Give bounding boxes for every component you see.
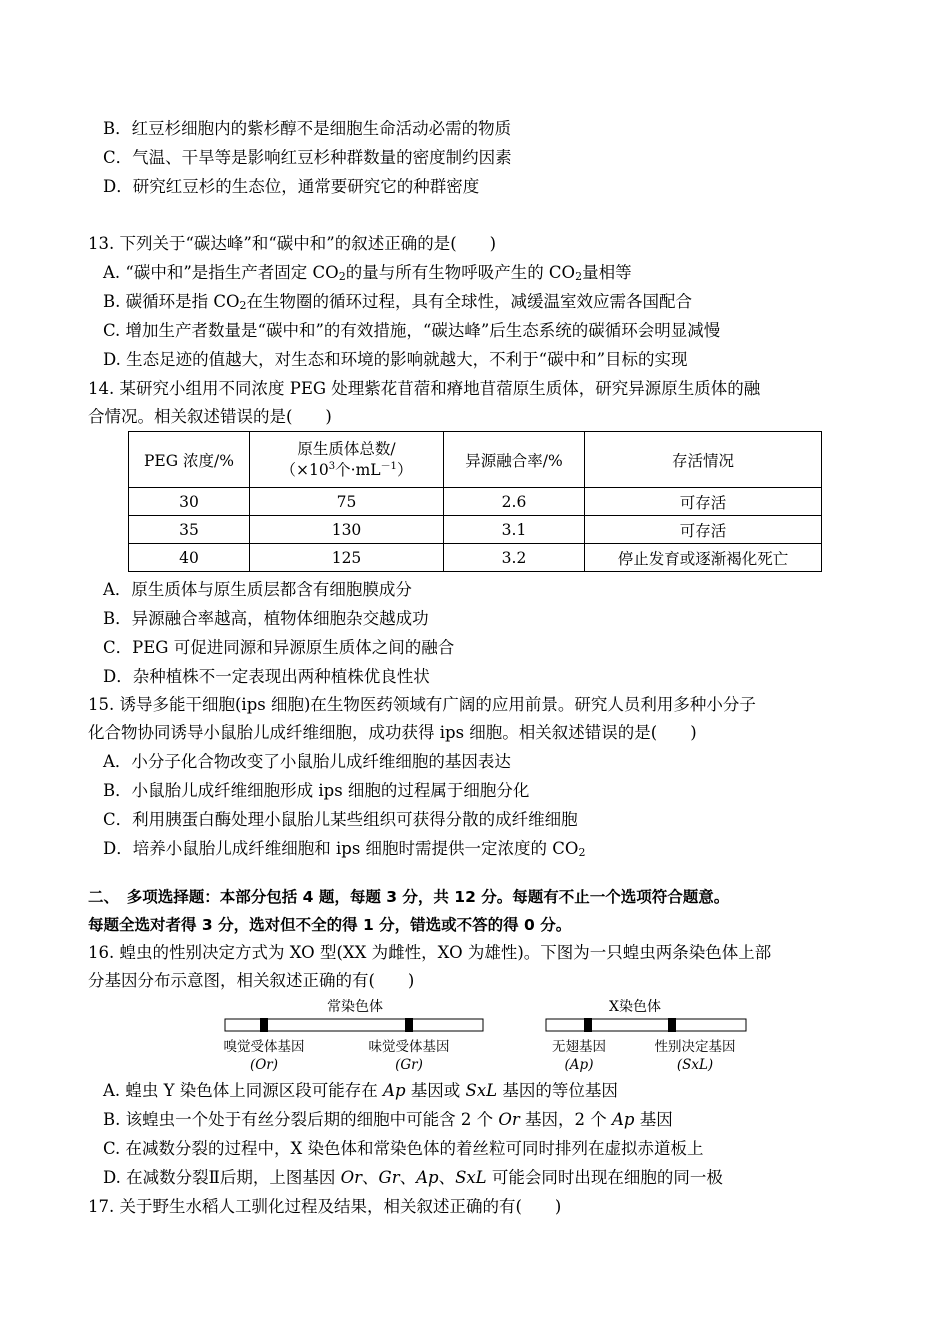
cell-survival: 可存活 (585, 488, 822, 516)
section2-heading-line2: 每题全选对者得 3 分，选对但不全的得 1 分，错选或不答的得 0 分。 (88, 916, 572, 934)
q16-option-a: A. 蝗虫 Y 染色体上同源区段可能存在 Ap 基因或 SxL 基因的等位基因 (103, 1081, 618, 1100)
q16-stem-line2: 分基因分布示意图，相关叙述正确的有( ) (88, 971, 415, 990)
table-header-row (129, 432, 822, 488)
gene-label-or: 嗅觉受体基因 (223, 1039, 305, 1055)
cell-rate: 3.1 (444, 516, 585, 544)
q17-stem: 17. 关于野生水稻人工驯化过程及结果，相关叙述正确的有( ) (88, 1197, 562, 1216)
q15-option-d: D．培养小鼠胎儿成纤维细胞和 ips 细胞时需提供一定浓度的 $CO_2$ (103, 839, 586, 859)
ap-gene-locus (584, 1018, 592, 1032)
gene-label-ap: 无翅基因 (552, 1039, 606, 1055)
q16-stem-line1: 16. 蝗虫的性别决定方式为 XO 型(XX 为雌性，XO 为雄性)。下图为一只蝗虫两条染色体上部 (88, 943, 772, 962)
q13-option-a: A. “碳中和”是指生产者固定 $CO_2$的量与所有生物呼吸产生的 $CO_2$量相等 (103, 263, 632, 283)
cell-survival: 可存活 (585, 516, 822, 544)
table-row (129, 488, 822, 516)
autosome-title: 常染色体 (327, 999, 383, 1015)
header-peg-concentration: PEG 浓度/% (129, 432, 250, 488)
q14-option-a: A．原生质体与原生质层都含有细胞膜成分 (103, 580, 412, 599)
gr-gene-locus (405, 1018, 413, 1032)
chromosome-diagram (215, 995, 760, 1075)
q14-option-b: B．异源融合率越高，植物体细胞杂交越成功 (103, 609, 429, 628)
q13-option-c: C. 增加生产者数量是“碳中和”的有效措施，“碳达峰”后生态系统的碳循环会明显减慢 (103, 321, 721, 340)
gene-symbol-gr: (Gr) (395, 1057, 423, 1073)
x-chromosome-bar (546, 1019, 746, 1031)
q12-option-b: B．红豆杉细胞内的紫杉醇不是细胞生命活动必需的物质 (103, 119, 512, 138)
q15-option-c: C．利用胰蛋白酶处理小鼠胎儿某些组织可获得分散的成纤维细胞 (103, 810, 578, 829)
q13-option-d: D. 生态足迹的值越大，对生态和环境的影响就越大，不利于“碳中和”目标的实现 (103, 350, 688, 369)
cell-survival: 停止发育或逐渐褐化死亡 (585, 544, 822, 572)
q15-option-b: B．小鼠胎儿成纤维细胞形成 ips 细胞的过程属于细胞分化 (103, 781, 530, 800)
gene-symbol-sxl: (SxL) (676, 1057, 714, 1073)
q13-stem: 13. 下列关于“碳达峰”和“碳中和”的叙述正确的是( ) (88, 234, 497, 253)
cell-peg: 40 (129, 544, 250, 572)
or-gene-locus (260, 1018, 268, 1032)
q15-option-a: A．小分子化合物改变了小鼠胎儿成纤维细胞的基因表达 (103, 752, 511, 771)
sxl-gene-locus (668, 1018, 676, 1032)
cell-rate: 3.2 (444, 544, 585, 572)
header-fusion-rate: 异源融合率/% (444, 432, 585, 488)
cell-total: 75 (250, 488, 444, 516)
section2-heading-line1: 二、 多项选择题：本部分包括 4 题，每题 3 分，共 12 分。每题有不止一个选项符合题意。 (88, 888, 730, 906)
cell-rate: 2.6 (444, 488, 585, 516)
header-survival: 存活情况 (585, 432, 822, 488)
q13-option-b: B. 碳循环是指 $CO_2$在生物圈的循环过程，具有全球性，减缓温室效应需各国配合 (103, 292, 693, 312)
header-protoplast-total: 原生质体总数/ （$\times 10^3$个$\cdot mL^{-1}$） (250, 432, 444, 488)
table-row (129, 544, 822, 572)
gene-symbol-ap: (Ap) (564, 1057, 594, 1073)
q16-option-d: D. 在减数分裂Ⅱ后期，上图基因 Or、Gr、Ap、SxL 可能会同时出现在细胞的同一极 (103, 1168, 723, 1187)
gene-symbol-or: (Or) (249, 1057, 279, 1073)
gene-label-sxl: 性别决定基因 (654, 1039, 736, 1055)
q14-stem-line2: 合情况。相关叙述错误的是( ) (88, 407, 332, 426)
gene-label-gr: 味觉受体基因 (368, 1039, 450, 1055)
cell-peg: 30 (129, 488, 250, 516)
q15-stem-line1: 15. 诱导多能干细胞(ips 细胞)在生物医药领域有广阔的应用前景。研究人员利用多种小分子 (88, 695, 756, 714)
q14-stem-line1: 14. 某研究小组用不同浓度 PEG 处理紫花苜蓿和瘠地苜蓿原生质体，研究异源原生质体的融 (88, 379, 761, 398)
q15-stem-line2: 化合物协同诱导小鼠胎儿成纤维细胞，成功获得 ips 细胞。相关叙述错误的是( ) (88, 723, 697, 742)
q14-option-d: D．杂种植株不一定表现出两种植株优良性状 (103, 667, 430, 686)
cell-total: 130 (250, 516, 444, 544)
cell-peg: 35 (129, 516, 250, 544)
table-row (129, 516, 822, 544)
q14-option-c: C．PEG 可促进同源和异源原生质体之间的融合 (103, 638, 455, 657)
q12-option-d: D．研究红豆杉的生态位，通常要研究它的种群密度 (103, 177, 480, 196)
q12-option-c: C．气温、干旱等是影响红豆杉种群数量的密度制约因素 (103, 148, 512, 167)
q16-option-b: B. 该蝗虫一个处于有丝分裂后期的细胞中可能含 2 个 Or 基因，2 个 Ap 基因 (103, 1110, 673, 1129)
cell-total: 125 (250, 544, 444, 572)
q16-option-c: C. 在减数分裂的过程中，X 染色体和常染色体的着丝粒可同时排列在虚拟赤道板上 (103, 1139, 704, 1158)
x-chromosome-title: X染色体 (609, 999, 661, 1015)
peg-table (128, 431, 822, 572)
